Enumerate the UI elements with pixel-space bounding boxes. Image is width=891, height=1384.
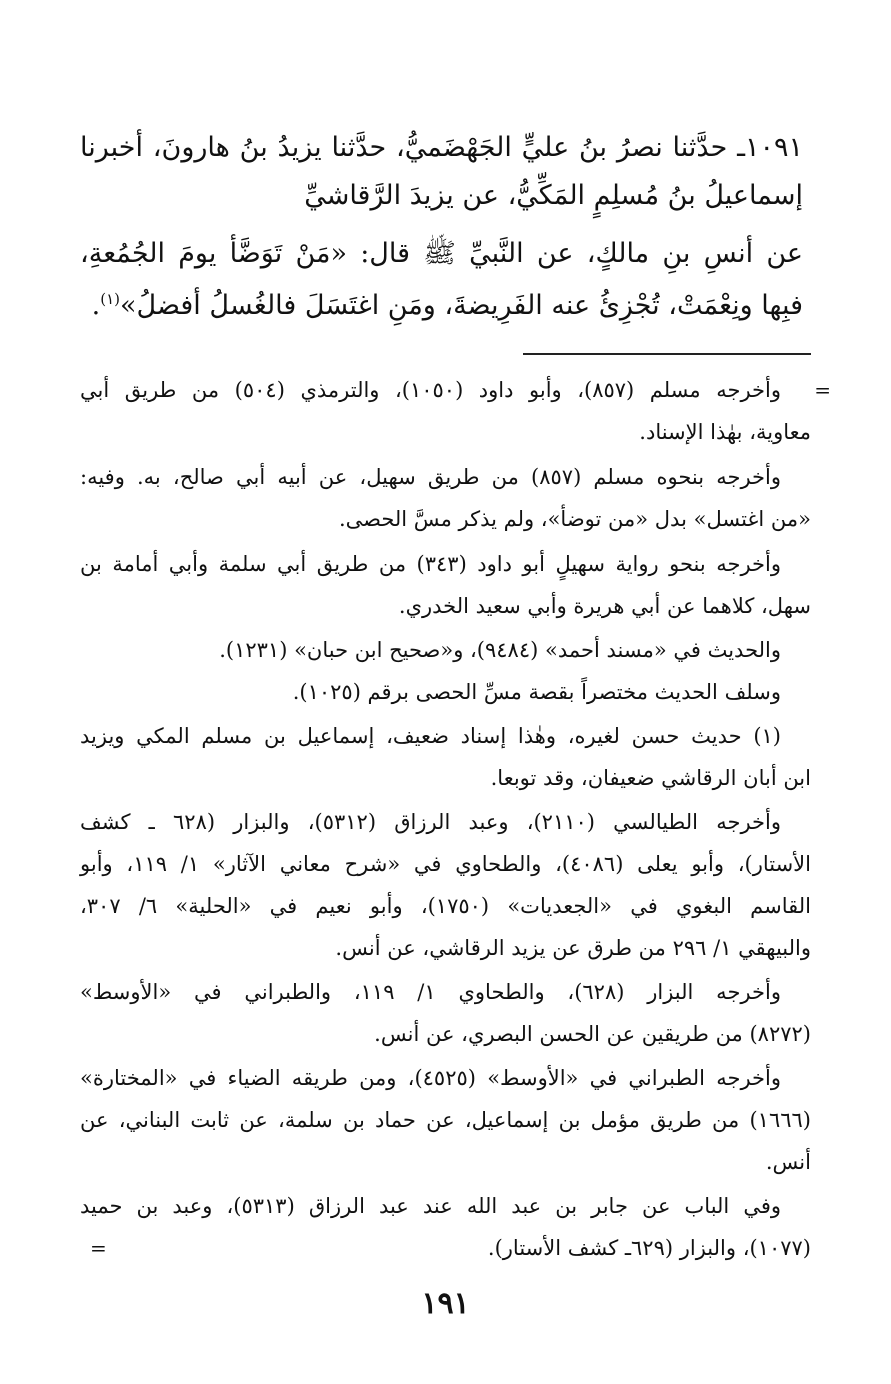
footnote-line: (١٦٦٦) من طريق مؤمل بن إسماعيل، عن حماد بن سلمة، عن ثابت البناني، عن [80,1108,811,1132]
footnote-line: أنس. [765,1150,811,1174]
footnote-line: والحديث في «مسند أحمد» (٩٤٨٤)، و«صحيح ابن حبان» (١٢٣١). [219,638,781,662]
hadith-line: فبِها ونِعْمَتْ، تُجْزِئُ عنه الفَرِيضةَ، ومَنِ اغتَسَلَ فالغُسلُ أفضلُ» [120,290,803,321]
footnote-line: معاوية، بهٰذا الإسناد. [639,420,811,444]
continuation-marker: = [90,1236,107,1260]
hadith-line-end: . [91,290,101,321]
hadith-line-last [92,290,803,321]
footnote-line: القاسم البغوي في «الجعديات» (١٧٥٠)، وأبو نعيم في «الحلية» ٦/ ٣٠٧، [80,894,811,918]
footnote-line: وفي الباب عن جابر بن عبد الله عند عبد الرزاق (٥٣١٣)، وعبد بن حميد [80,1194,781,1218]
footnote-line: وأخرجه بنحو رواية سهيلٍ أبو داود (٣٤٣) من طريق أبي سلمة وأبي أمامة بن [80,552,781,576]
hadith-line: ١٠٩١ـ حدَّثنا نصرُ بنُ عليٍّ الجَهْضَميُّ، حدَّثنا يزيدُ بنُ هارونَ، أخبرنا [80,132,803,163]
footnote-line: وأخرجه الطيالسي (٢١١٠)، وعبد الرزاق (٥٣١٢)، والبزار (٦٢٨ ـ كشف [80,810,781,834]
page-number: ١٩١ [421,1286,470,1321]
footnote-line: سهل، كلاهما عن أبي هريرة وأبي سعيد الخدري. [398,594,811,618]
footnote-separator [523,353,811,355]
continuation-marker: = [814,378,831,402]
footnote-line: «من اغتسل» بدل «من توضأ»، ولم يذكر مسَّ الحصى. [338,507,811,531]
footnote-line: وأخرجه مسلم (٨٥٧)، وأبو داود (١٠٥٠)، والترمذي (٥٠٤) من طريق أبي [80,378,781,402]
footnote-line: (١) حديث حسن لغيره، وهٰذا إسناد ضعيف، إسماعيل بن مسلم المكي ويزيد [80,724,781,748]
hadith-line: عن أنسِ بنِ مالكٍ، عن النَّبيِّ ﷺ قال: «مَنْ تَوَضَّأ يومَ الجُمُعةِ، [80,238,803,269]
footnote-line: وأخرجه الطبراني في «الأوسط» (٤٥٢٥)، ومن طريقه الضياء في «المختارة» [80,1066,781,1090]
footnote-line: وسلف الحديث مختصراً بقصة مسِّ الحصى برقم (١٠٢٥). [292,680,781,704]
footnote-marker: (١) [100,290,121,308]
footnote-line: الأستار)، وأبو يعلى (٤٠٨٦)، والطحاوي في «شرح معاني الآثار» ١/ ١١٩، وأبو [80,852,811,876]
footnote-line: ابن أبان الرقاشي ضعيفان، وقد توبعا. [490,766,811,790]
footnote-line: وأخرجه البزار (٦٢٨)، والطحاوي ١/ ١١٩، والطبراني في «الأوسط» [80,980,781,1004]
hadith-line: إسماعيلُ بنُ مُسلِمٍ المَكِّيُّ، عن يزيدَ الرَّقاشيِّ [304,180,803,211]
footnote-line: (٨٢٧٢) من طريقين عن الحسن البصري، عن أنس. [374,1022,811,1046]
footnote-line: وأخرجه بنحوه مسلم (٨٥٧) من طريق سهيل، عن أبيه أبي صالح، به. وفيه: [80,465,781,489]
footnote-line: والبيهقي ١/ ٢٩٦ من طرق عن يزيد الرقاشي، عن أنس. [335,936,811,960]
footnote-line: (١٠٧٧)، والبزار (٦٢٩ـ كشف الأستار). [487,1236,811,1260]
